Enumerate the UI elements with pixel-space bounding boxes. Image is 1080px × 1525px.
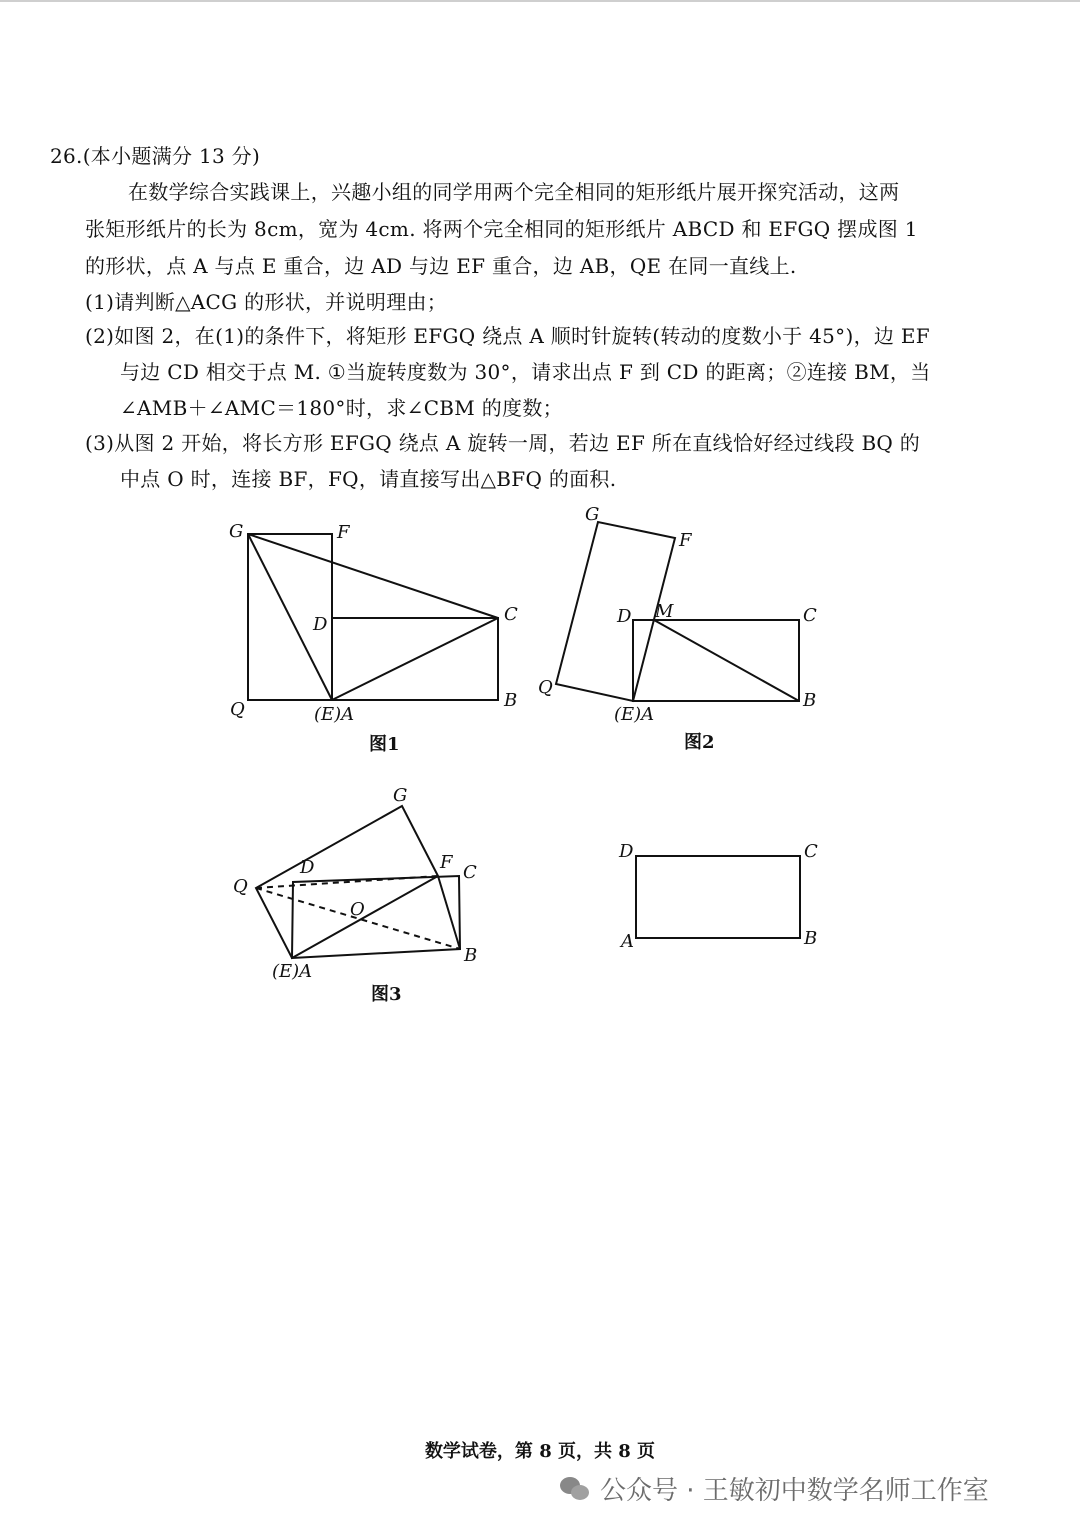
label-b-fig2: B [803,690,817,711]
figure-1 [229,521,518,755]
caption-fig3: 图3 [371,984,402,1005]
label-c-fig2: C [803,605,817,626]
label-b-fig4: B [804,928,818,949]
label-q-fig1: Q [230,699,245,720]
intro-line-1: 在数学综合实践课上，兴趣小组的同学用两个完全相同的矩形纸片展开探究活动，这两 [128,180,900,204]
label-q-fig3: Q [233,876,248,897]
intro-line-2: 张矩形纸片的长为 8cm，宽为 4cm. 将两个完全相同的矩形纸片 ABCD 和 EFGQ 摆成图 1 [85,217,918,241]
figure-3 [233,785,477,1005]
rect-abcd-fig2 [633,620,799,701]
label-d-fig3: D [300,857,315,878]
part-1: (1)请判断△ACG 的形状，并说明理由； [85,290,448,314]
page-footer: 数学试卷，第 8 页，共 8 页 [424,1441,656,1462]
label-f-fig2: F [679,530,692,551]
label-c-fig3: C [463,862,477,883]
intro-line-3: 的形状，点 A 与点 E 重合，边 AD 与边 EF 重合，边 AB，QE 在同一直线上. [85,254,797,278]
label-g-fig2: G [585,504,600,525]
label-a-fig4: A [621,931,634,952]
label-c-fig1: C [504,604,518,625]
segment-gc-fig1 [248,534,498,618]
wechat-icon [560,1477,590,1501]
part-3-line-2: 中点 O 时，连接 BF，FQ，请直接写出△BFQ 的面积. [120,467,617,491]
part-2-line-2: 与边 CD 相交于点 M. ①当旋转度数为 30°，请求出点 F 到 CD 的距离；②连接 BM，当 [120,360,931,384]
label-q-fig2: Q [538,677,553,698]
segment-fb-fig3 [438,876,460,949]
figure-2 [538,504,817,753]
watermark-text: 公众号 · 王敏初中数学名师工作室 [600,1476,989,1506]
label-o-fig3: O [350,899,365,920]
segment-mb-fig2 [654,620,799,701]
caption-fig2: 图2 [684,732,715,753]
segment-qf-fig3 [256,876,438,888]
label-ea-fig1: (E)A [314,704,355,725]
part-2-line-1: (2)如图 2，在(1)的条件下，将矩形 EFGQ 绕点 A 顺时针旋转(转动的度数小于 45°)，边 EF [85,324,930,348]
label-m-fig2: M [655,601,674,622]
label-ea-fig3: (E)A [272,961,313,982]
figure-4 [618,841,818,952]
label-g-fig1: G [229,521,244,542]
label-g-fig3: G [393,785,408,806]
label-d-fig4: D [619,841,634,862]
label-ea-fig2: (E)A [614,704,655,725]
watermark [560,1470,989,1507]
label-f-fig3: F [440,852,453,873]
label-d-fig2: D [617,606,632,627]
label-f-fig1: F [337,522,350,543]
label-b-fig3: B [464,945,478,966]
question-heading: 26.(本小题满分 13 分) [50,144,261,168]
label-d-fig1: D [313,614,328,635]
rect-abcd-fig4 [636,856,800,938]
caption-fig1: 图1 [369,734,400,755]
label-b-fig1: B [504,690,518,711]
rect-abcd-fig3 [292,876,460,958]
label-c-fig4: C [804,841,818,862]
part-2-line-3: ∠AMB＋∠AMC＝180°时，求∠CBM 的度数； [120,396,563,420]
part-3-line-1: (3)从图 2 开始，将长方形 EFGQ 绕点 A 旋转一周，若边 EF 所在直线恰好经过线段 BQ 的 [85,431,921,455]
segment-ac-fig1 [332,618,498,700]
